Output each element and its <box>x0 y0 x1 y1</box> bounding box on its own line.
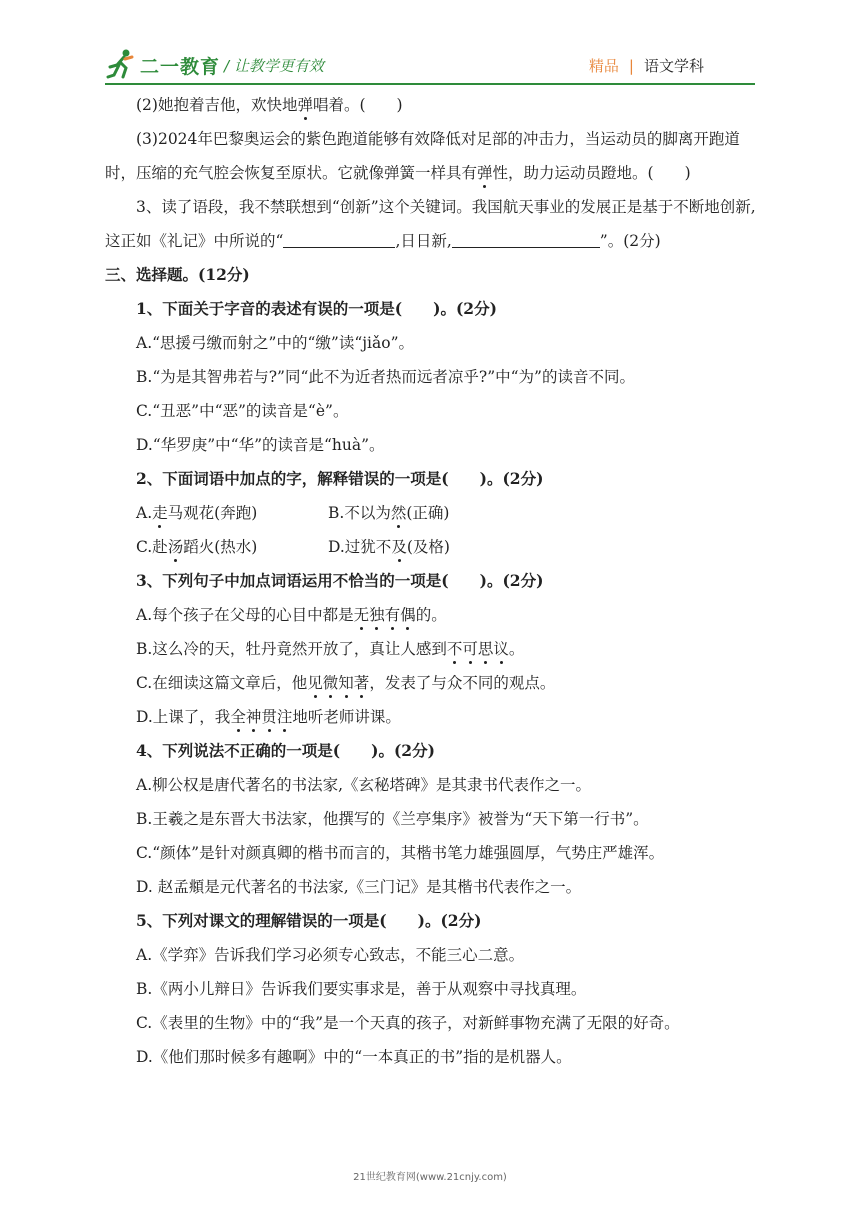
q2-option-b: B.不以为然(正确) <box>328 504 450 522</box>
q5-option-d: D.《他们那时候多有趣啊》中的“一本真正的书”指的是机器人。 <box>136 1048 572 1066</box>
page-footer: 21世纪教育网(www.21cnjy.com) <box>353 1172 507 1183</box>
question-3-stem: 3、下列句子中加点词语运用不恰当的一项是( )。(2分) <box>136 571 544 590</box>
q5-option-b: B.《两小儿辩日》告诉我们要实事求是，善于从观察中寻找真理。 <box>136 980 587 998</box>
section-3-title: 三、选择题。(12分) <box>105 265 250 284</box>
subject-label: 语文学科 <box>643 57 704 75</box>
header-divider <box>105 83 755 85</box>
dotted-char: 弹 <box>477 164 493 182</box>
q3-option-d: D.上课了，我全神贯注地听老师讲课。 <box>136 708 401 726</box>
question-5-stem: 5、下列对课文的理解错误的一项是( )。(2分) <box>136 911 482 930</box>
question-3-fill: 3、读了语段，我不禁联想到“创新”这个关键词。我国航天事业的发展正是基于不断地创新,这正如《礼记》中所说的“ ,日日新, ”。(2分) <box>105 198 756 250</box>
q1-option-b: B.“为是其智弗若与?”同“此不为近者热而远者凉乎?”中“为”的读音不同。 <box>136 368 635 386</box>
category-label <box>589 55 704 76</box>
label-separator: | <box>628 57 634 75</box>
question-2-stem: 2、下面词语中加点的字，解释错误的一项是( )。(2分) <box>136 469 544 488</box>
q4-option-d: D. 赵孟頫是元代著名的书法家,《三门记》是其楷书代表作之一。 <box>136 878 582 896</box>
q3-option-b: B.这么冷的天，牡丹竟然开放了，真让人感到不可思议。 <box>136 640 525 658</box>
premium-label: 精品 <box>588 57 619 75</box>
q2-options-cd <box>105 530 767 564</box>
q1-option-c: C.“丑恶”中“恶”的读音是“è”。 <box>136 402 349 420</box>
item-2-line: (2)她抱着吉他，欢快地弹唱着。( ) <box>136 96 403 114</box>
q2-option-a: A.走马观花(奔跑) <box>136 504 258 522</box>
answer-blank-2[interactable] <box>452 229 600 248</box>
q1-option-a: A.“思援弓缴而射之”中的“缴”读“jiǎo”。 <box>136 334 415 352</box>
dotted-char: 弹 <box>297 96 313 114</box>
q4-option-c: C.“颜体”是针对颜真卿的楷书而言的，其楷书笔力雄强圆厚，气势庄严雄浑。 <box>136 844 665 862</box>
brand-name: 二一教育 <box>140 56 221 78</box>
q2-options-ab <box>105 496 767 530</box>
q5-option-c: C.《表里的生物》中的“我”是一个天真的孩子，对新鲜事物充满了无限的好奇。 <box>136 1014 680 1032</box>
q4-option-b: B.王羲之是东晋大书法家，他撰写的《兰亭集序》被誉为“天下第一行书”。 <box>136 810 649 828</box>
q5-option-a: A.《学弈》告诉我们学习必须专心致志，不能三心二意。 <box>136 946 525 964</box>
q3-option-a: A.每个孩子在父母的心目中都是无独有偶的。 <box>136 606 447 624</box>
q2-option-d: D.过犹不及(及格) <box>328 538 450 556</box>
item-3-line: (3)2024年巴黎奥运会的紫色跑道能够有效降低对足部的冲击力，当运动员的脚离开跑道时，压缩的充气腔会恢复至原状。它就像弹簧一样具有弹性，助力运动员蹬地。( ) <box>105 130 740 182</box>
q4-option-a: A.柳公权是唐代著名的书法家,《玄秘塔碑》是其隶书代表作之一。 <box>136 776 592 794</box>
question-4-stem: 4、下列说法不正确的一项是( )。(2分) <box>136 741 435 760</box>
question-1-stem: 1、下面关于字音的表述有误的一项是( )。(2分) <box>136 299 497 318</box>
document-body <box>105 88 767 1074</box>
q1-option-d: D.“华罗庚”中“华”的读音是“huà”。 <box>136 436 385 454</box>
q2-option-c: C.赴汤蹈火(热水) <box>136 538 258 556</box>
q3-option-c: C.在细读这篇文章后，他见微知著，发表了与众不同的观点。 <box>136 674 556 692</box>
brand-slogan: / 让教学更有效 <box>224 57 324 75</box>
runner-logo-icon <box>106 48 136 80</box>
page-header <box>0 0 860 86</box>
answer-blank-1[interactable] <box>283 229 395 248</box>
